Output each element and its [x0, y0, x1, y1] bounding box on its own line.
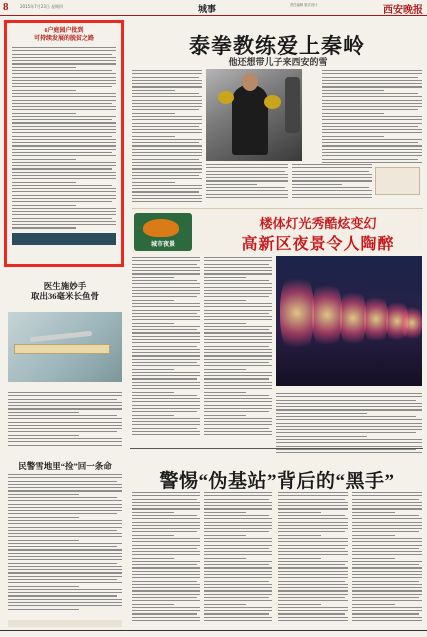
night-logo-label: 城市夜景 [150, 241, 175, 248]
article-headline-line1: 6户庭园户批到 [44, 28, 84, 34]
column-logo [375, 167, 420, 195]
fishbone-article-body [8, 392, 122, 446]
pseudo-base-headline[interactable]: 警惕“伪基站”背后的“黑手” [159, 471, 395, 492]
editor-info: 责任编辑 版式设计 [290, 3, 318, 7]
lit-tree [312, 278, 342, 352]
night-article-col3 [276, 393, 422, 453]
pseudo-base-col1 [132, 492, 200, 621]
boxing-coach-photo [206, 69, 302, 161]
punching-bag-shape [285, 77, 300, 133]
lit-tree [340, 286, 366, 350]
boxing-glove-icon [218, 91, 234, 104]
fishbone-headline-line2: 取出36毫米长鱼骨 [30, 291, 99, 301]
issue-date: 2015年7月23日 星期四 [20, 4, 64, 9]
main-article-col4 [292, 164, 372, 198]
crab-icon [143, 219, 179, 237]
rescue-headline[interactable]: 民警雪地里“捡”回一条命 [18, 461, 112, 471]
boxing-glove-icon [264, 95, 281, 109]
pseudo-base-col3 [278, 492, 348, 621]
city-night-logo [134, 213, 192, 251]
lit-tree [364, 292, 388, 346]
section-divider [130, 448, 423, 449]
rescue-article-body [8, 474, 122, 610]
caption-bar [12, 233, 116, 245]
night-article-col1 [132, 257, 200, 435]
pseudo-base-col2 [204, 492, 272, 621]
fishbone-headline[interactable] [6, 281, 124, 301]
page-number: 8 [3, 1, 9, 13]
quote-box [8, 620, 122, 627]
fishbone-headline-line1: 医生施妙手 [43, 281, 87, 291]
pseudo-base-col4 [352, 492, 422, 621]
page-header [0, 0, 427, 16]
masthead: 西安晚报 [383, 5, 423, 16]
main-article-col2 [206, 164, 288, 198]
coach-head [242, 73, 258, 91]
ruler-shape [14, 344, 110, 354]
section-title: 城事 [198, 4, 217, 14]
street-lights-photo [276, 256, 422, 386]
lit-tree [402, 304, 422, 342]
lit-tree [280, 270, 314, 356]
night-headline-line1: 楼体灯光秀酷炫变幻 [259, 216, 377, 231]
night-article-col2 [204, 257, 272, 435]
article-headline-line2: 可持续发展的脱贫之路 [33, 36, 94, 42]
main-article-col1 [132, 70, 202, 202]
article-body [12, 47, 116, 229]
fishbone-shape [30, 331, 92, 342]
highlighted-article[interactable] [4, 20, 124, 267]
coach-figure [232, 85, 268, 155]
main-headline[interactable]: 泰拳教练爱上秦岭 [189, 34, 365, 58]
main-subheadline: 他还想带儿子来西安的雪 [228, 57, 328, 67]
fishbone-photo [8, 312, 122, 382]
page-footer [0, 630, 427, 637]
night-scene-banner[interactable] [132, 208, 423, 253]
night-headline-line2: 高新区夜景令人陶醉 [241, 236, 395, 253]
main-article-col3 [322, 70, 422, 163]
